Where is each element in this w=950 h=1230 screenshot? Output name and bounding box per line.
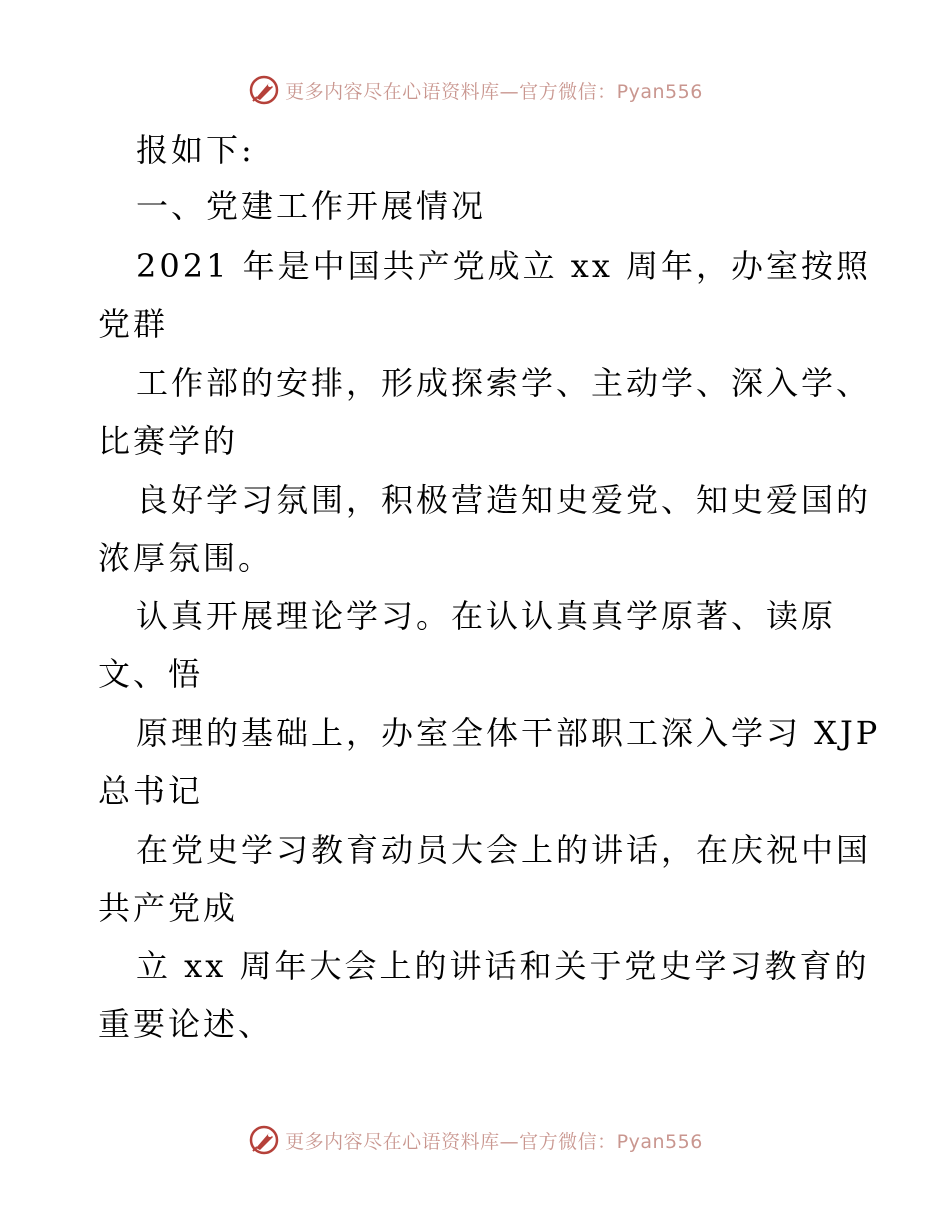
text-line: 报如下: (136, 131, 255, 169)
footer-watermark (0, 1120, 950, 1160)
watermark-text: 更多内容尽在心语资料库—官方微信：Pyan556 (285, 80, 703, 103)
text-line: 认真开展理论学习。在认认真真学原著、读原 (136, 597, 837, 635)
text-line: 在党史学习教育动员大会上的讲话，在庆祝中国 (136, 831, 872, 869)
pen-nib-logo-icon (247, 1123, 281, 1157)
text-line: 比赛学的 (98, 422, 239, 460)
text-line: 立 xx 周年大会上的讲话和关于党史学习教育的 (136, 947, 870, 985)
text-line: 共产党成 (98, 889, 239, 927)
text-line: 党群 (98, 305, 169, 343)
watermark-text: 更多内容尽在心语资料库—官方微信：Pyan556 (285, 1130, 703, 1153)
text-line: 工作部的安排，形成探索学、主动学、深入学、 (136, 364, 872, 402)
text-line: 重要论述、 (98, 1005, 274, 1043)
text-line: 文、悟 (98, 655, 204, 693)
text-line: 原理的基础上，办室全体干部职工深入学习 XJP (136, 714, 881, 752)
text-line: 浓厚氛围。 (98, 539, 274, 577)
text-line: 总书记 (98, 772, 204, 810)
section-heading: 一、党建工作开展情况 (136, 187, 487, 225)
text-line: 2021 年是中国共产党成立 xx 周年，办室按照 (136, 247, 872, 285)
text-line: 良好学习氛围，积极营造知史爱党、知史爱国的 (136, 481, 872, 519)
